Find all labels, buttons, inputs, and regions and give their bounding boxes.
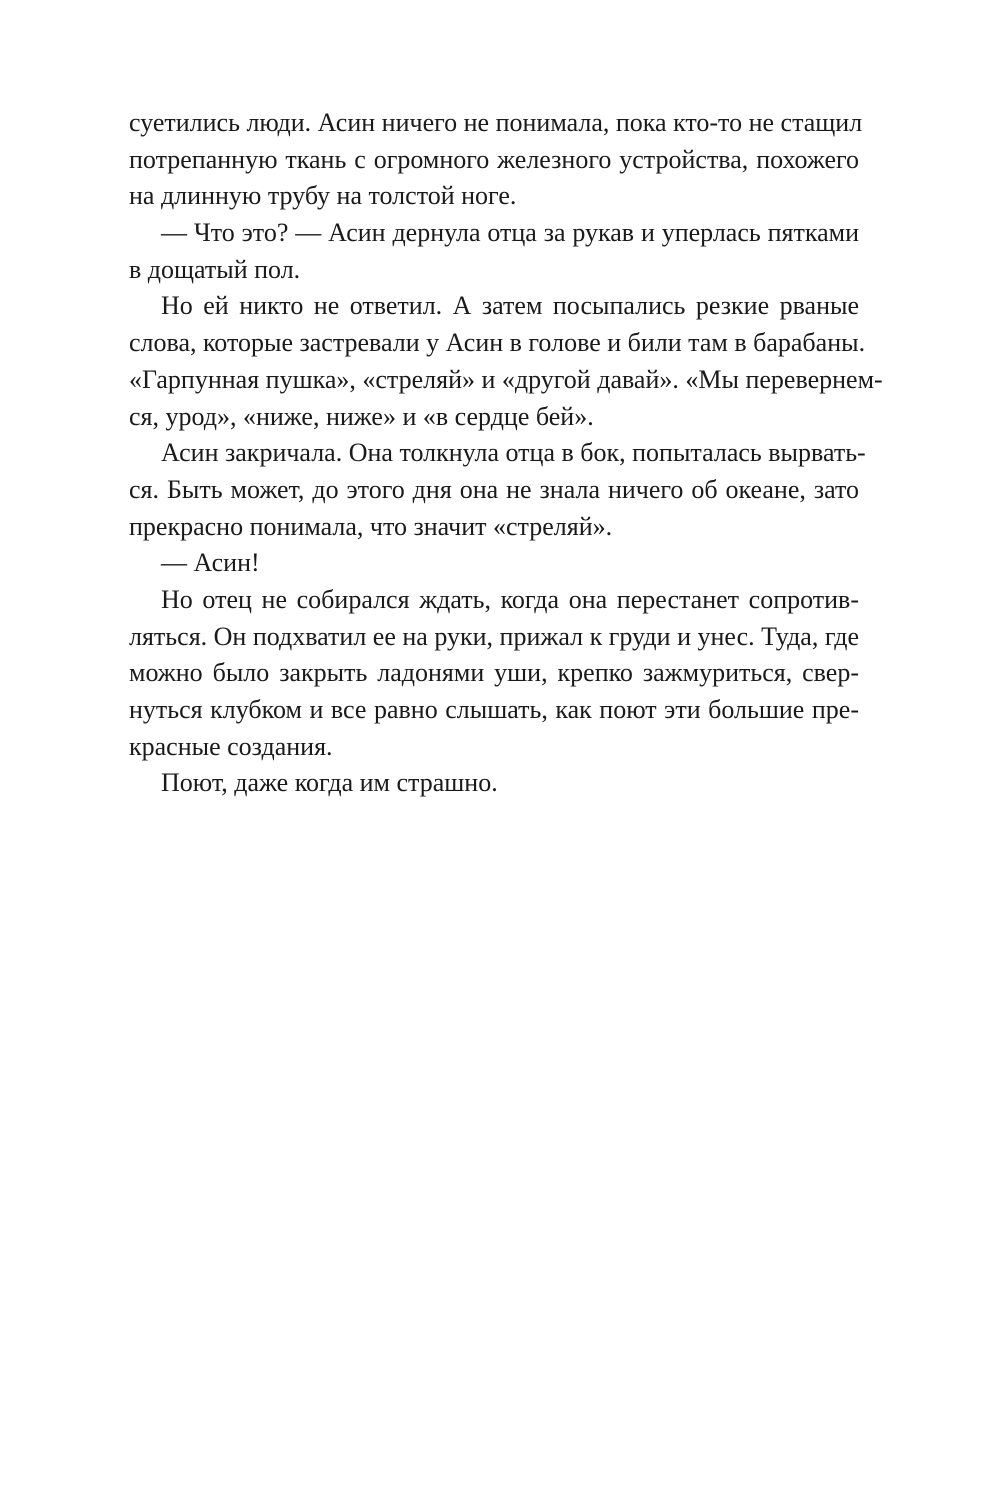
text-line: Асин закричала. Она толкнула отца в бок, попыталась вырвать- [161,438,866,468]
text-line: ся, урод», «ниже, ниже» и «в сердце бей». [129,401,594,431]
text-line: «Гарпунная пушка», «стреляй» и «другой давай». «Мы перевернем- [129,364,883,394]
text-line: слова, которые застревали у Асин в голове и били там в барабаны. [129,328,866,358]
text-line: потрепанную ткань с огромного железного устройства, похожего [129,144,859,174]
text-line: можно было закрыть ладонями уши, крепко зажмуриться, свер- [129,658,859,688]
text-line: на длинную трубу на толстой ноге. [129,181,517,211]
body-text [129,105,883,802]
text-line: суетились люди. Асин ничего не понимала, пока кто-то не стащил [129,108,863,137]
text-line: ся. Быть может, до этого дня она не знала ничего об океане, зато [129,474,859,504]
text-line: Но отец не собирался ждать, когда она перестанет сопротив- [161,584,859,614]
text-line: — Что это? — Асин дернула отца за рукав и уперлась пятками [161,218,859,248]
text-line: Но ей никто не ответил. А затем посыпались резкие рваные [161,291,859,321]
text-line: ляться. Он подхватил ее на руки, прижал к груди и унес. Туда, где [129,621,859,651]
text-line: Поют, даже когда им страшно. [161,768,498,798]
text-line: прекрасно понимала, что значит «стреляй». [129,511,613,541]
text-line: нуться клубком и все равно слышать, как поют эти большие пре- [129,695,859,724]
text-line: в дощатый пол. [129,254,301,284]
text-line: красные создания. [129,731,333,761]
text-line: — Асин! [161,548,260,578]
